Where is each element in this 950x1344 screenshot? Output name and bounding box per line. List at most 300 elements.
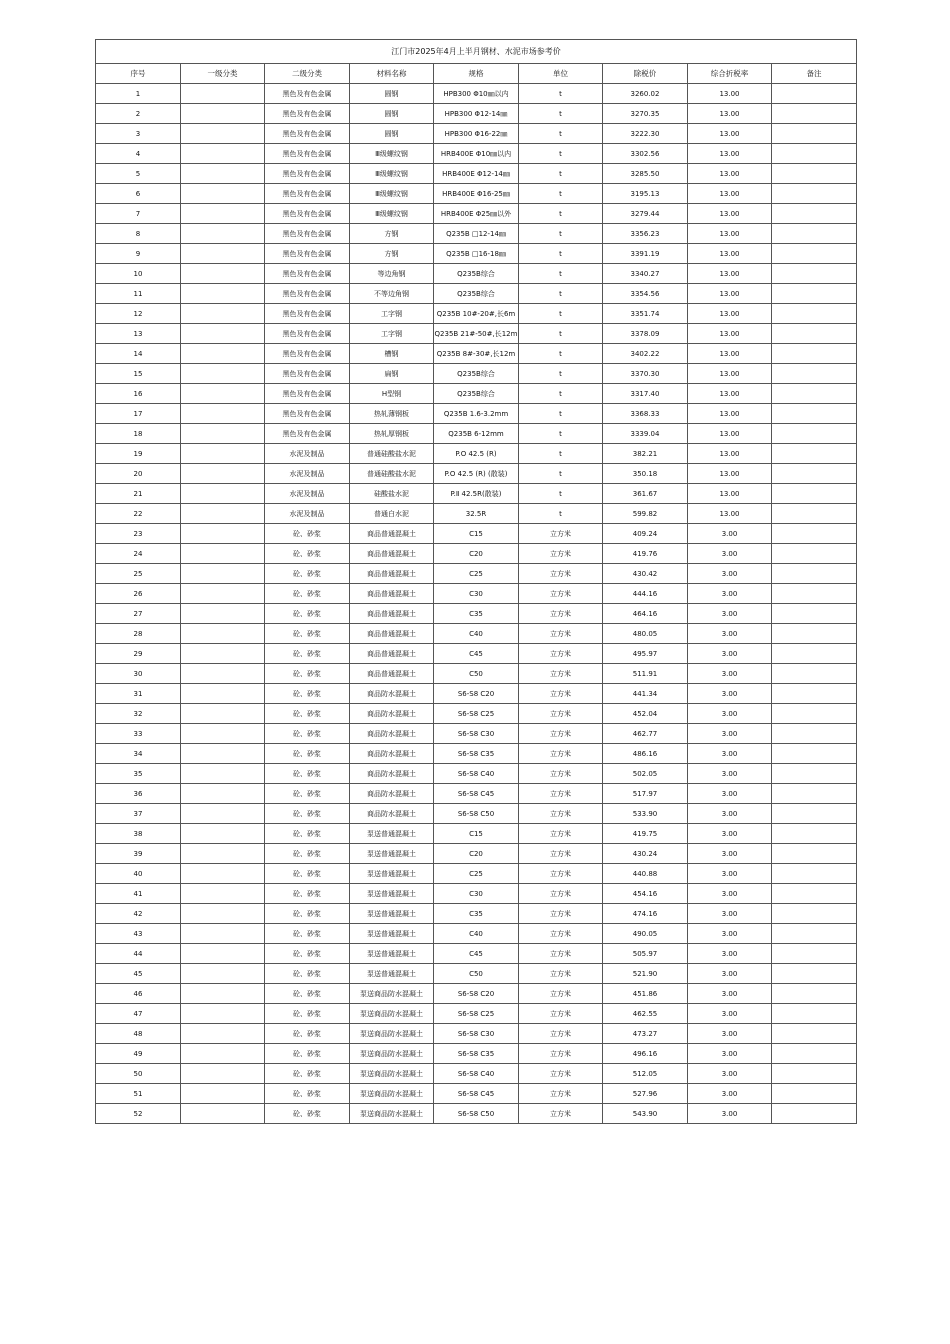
row-number-cell: 36 (96, 784, 181, 804)
unit-cell: 立方米 (519, 924, 603, 944)
remarks-cell (772, 884, 857, 904)
row-number-cell: 25 (96, 564, 181, 584)
category-2-cell: 黑色及有色金属 (265, 104, 350, 124)
category-1-cell (181, 124, 265, 144)
remarks-cell (772, 284, 857, 304)
category-2-cell: 黑色及有色金属 (265, 224, 350, 244)
price-ex-tax-cell: 3368.33 (603, 404, 688, 424)
category-2-cell: 砼、砂浆 (265, 724, 350, 744)
price-ex-tax-cell: 502.05 (603, 764, 688, 784)
tax-rate-cell: 13.00 (688, 364, 772, 384)
specification-cell: C30 (434, 884, 519, 904)
category-1-cell (181, 1104, 265, 1124)
category-2-cell: 砼、砂浆 (265, 744, 350, 764)
tax-rate-cell: 3.00 (688, 684, 772, 704)
sheet-title: 江门市2025年4月上半月钢材、水泥市场参考价 (96, 40, 857, 64)
category-1-cell (181, 1004, 265, 1024)
unit-cell: t (519, 404, 603, 424)
row-number-cell: 20 (96, 464, 181, 484)
material-name-cell: 商品普通混凝土 (350, 604, 434, 624)
row-number-cell: 18 (96, 424, 181, 444)
remarks-cell (772, 564, 857, 584)
material-name-cell: 槽钢 (350, 344, 434, 364)
price-ex-tax-cell: 3279.44 (603, 204, 688, 224)
category-2-cell: 黑色及有色金属 (265, 244, 350, 264)
row-number-cell: 28 (96, 624, 181, 644)
tax-rate-cell: 13.00 (688, 424, 772, 444)
category-1-cell (181, 604, 265, 624)
category-2-cell: 砼、砂浆 (265, 884, 350, 904)
remarks-cell (772, 344, 857, 364)
remarks-cell (772, 664, 857, 684)
unit-cell: t (519, 124, 603, 144)
header-cell: 规格 (434, 64, 519, 84)
material-name-cell: Ⅲ级螺纹钢 (350, 144, 434, 164)
row-number-cell: 24 (96, 544, 181, 564)
remarks-cell (772, 104, 857, 124)
price-ex-tax-cell: 3378.09 (603, 324, 688, 344)
table-row (96, 104, 857, 124)
category-2-cell: 黑色及有色金属 (265, 304, 350, 324)
specification-cell: S6-S8 C40 (434, 764, 519, 784)
material-name-cell: Ⅲ级螺纹钢 (350, 164, 434, 184)
category-2-cell: 砼、砂浆 (265, 924, 350, 944)
material-name-cell: 工字钢 (350, 324, 434, 344)
tax-rate-cell: 3.00 (688, 524, 772, 544)
specification-cell: Q235B 21#-50#,长12m (434, 324, 519, 344)
tax-rate-cell: 3.00 (688, 1104, 772, 1124)
category-2-cell: 砼、砂浆 (265, 544, 350, 564)
row-number-cell: 48 (96, 1024, 181, 1044)
unit-cell: 立方米 (519, 744, 603, 764)
specification-cell: C15 (434, 524, 519, 544)
specification-cell: P.O 42.5 (R) (散装) (434, 464, 519, 484)
material-name-cell: 泵送商品防水混凝土 (350, 1024, 434, 1044)
remarks-cell (772, 544, 857, 564)
table-row (96, 964, 857, 984)
material-name-cell: 商品防水混凝土 (350, 804, 434, 824)
price-ex-tax-cell: 512.05 (603, 1064, 688, 1084)
price-ex-tax-cell: 3370.30 (603, 364, 688, 384)
unit-cell: 立方米 (519, 944, 603, 964)
tax-rate-cell: 3.00 (688, 704, 772, 724)
unit-cell: t (519, 304, 603, 324)
row-number-cell: 9 (96, 244, 181, 264)
table-row (96, 384, 857, 404)
category-2-cell: 砼、砂浆 (265, 804, 350, 824)
header-row (96, 64, 857, 84)
unit-cell: t (519, 464, 603, 484)
material-name-cell: 扁钢 (350, 364, 434, 384)
remarks-cell (772, 424, 857, 444)
price-ex-tax-cell: 599.82 (603, 504, 688, 524)
remarks-cell (772, 864, 857, 884)
price-ex-tax-cell: 543.90 (603, 1104, 688, 1124)
unit-cell: 立方米 (519, 1104, 603, 1124)
table-row (96, 544, 857, 564)
specification-cell: S6-S8 C30 (434, 724, 519, 744)
category-2-cell: 砼、砂浆 (265, 824, 350, 844)
unit-cell: t (519, 484, 603, 504)
specification-cell: Q235B综合 (434, 264, 519, 284)
material-name-cell: 商品普通混凝土 (350, 644, 434, 664)
category-2-cell: 砼、砂浆 (265, 944, 350, 964)
unit-cell: 立方米 (519, 984, 603, 1004)
remarks-cell (772, 924, 857, 944)
material-name-cell: Ⅲ级螺纹钢 (350, 204, 434, 224)
table-row (96, 244, 857, 264)
specification-cell: S6-S8 C40 (434, 1064, 519, 1084)
row-number-cell: 14 (96, 344, 181, 364)
category-2-cell: 砼、砂浆 (265, 784, 350, 804)
unit-cell: t (519, 244, 603, 264)
table-row (96, 1084, 857, 1104)
tax-rate-cell: 13.00 (688, 504, 772, 524)
specification-cell: C30 (434, 584, 519, 604)
category-2-cell: 砼、砂浆 (265, 644, 350, 664)
material-name-cell: 泵送普通混凝土 (350, 824, 434, 844)
price-ex-tax-cell: 473.27 (603, 1024, 688, 1044)
specification-cell: S6-S8 C50 (434, 1104, 519, 1124)
table-row (96, 1024, 857, 1044)
tax-rate-cell: 3.00 (688, 984, 772, 1004)
tax-rate-cell: 3.00 (688, 544, 772, 564)
header-cell: 备注 (772, 64, 857, 84)
remarks-cell (772, 984, 857, 1004)
material-name-cell: 等边角钢 (350, 264, 434, 284)
price-ex-tax-cell: 430.24 (603, 844, 688, 864)
table-row (96, 584, 857, 604)
category-2-cell: 砼、砂浆 (265, 564, 350, 584)
category-1-cell (181, 144, 265, 164)
category-1-cell (181, 1064, 265, 1084)
price-ex-tax-cell: 3195.13 (603, 184, 688, 204)
remarks-cell (772, 84, 857, 104)
category-1-cell (181, 404, 265, 424)
table-row (96, 164, 857, 184)
category-1-cell (181, 1044, 265, 1064)
unit-cell: 立方米 (519, 824, 603, 844)
tax-rate-cell: 3.00 (688, 784, 772, 804)
specification-cell: S6-S8 C35 (434, 744, 519, 764)
remarks-cell (772, 504, 857, 524)
price-ex-tax-cell: 517.97 (603, 784, 688, 804)
remarks-cell (772, 724, 857, 744)
price-ex-tax-cell: 419.76 (603, 544, 688, 564)
unit-cell: 立方米 (519, 644, 603, 664)
price-ex-tax-cell: 3270.35 (603, 104, 688, 124)
price-ex-tax-cell: 440.88 (603, 864, 688, 884)
category-1-cell (181, 244, 265, 264)
unit-cell: 立方米 (519, 804, 603, 824)
category-2-cell: 水泥及制品 (265, 504, 350, 524)
tax-rate-cell: 3.00 (688, 884, 772, 904)
category-1-cell (181, 464, 265, 484)
row-number-cell: 17 (96, 404, 181, 424)
table-row (96, 444, 857, 464)
material-name-cell: 泵送商品防水混凝土 (350, 1004, 434, 1024)
unit-cell: 立方米 (519, 764, 603, 784)
remarks-cell (772, 204, 857, 224)
row-number-cell: 16 (96, 384, 181, 404)
material-name-cell: 不等边角钢 (350, 284, 434, 304)
table-row (96, 324, 857, 344)
category-2-cell: 砼、砂浆 (265, 1044, 350, 1064)
row-number-cell: 2 (96, 104, 181, 124)
category-2-cell: 黑色及有色金属 (265, 324, 350, 344)
remarks-cell (772, 224, 857, 244)
category-2-cell: 黑色及有色金属 (265, 204, 350, 224)
remarks-cell (772, 824, 857, 844)
table-row (96, 804, 857, 824)
table-row (96, 1064, 857, 1084)
category-2-cell: 砼、砂浆 (265, 964, 350, 984)
row-number-cell: 4 (96, 144, 181, 164)
category-1-cell (181, 844, 265, 864)
tax-rate-cell: 13.00 (688, 244, 772, 264)
price-ex-tax-cell: 454.16 (603, 884, 688, 904)
category-1-cell (181, 1084, 265, 1104)
material-name-cell: 泵送商品防水混凝土 (350, 1064, 434, 1084)
category-1-cell (181, 304, 265, 324)
tax-rate-cell: 3.00 (688, 944, 772, 964)
category-1-cell (181, 864, 265, 884)
price-ex-tax-cell: 3222.30 (603, 124, 688, 144)
price-ex-tax-cell: 462.55 (603, 1004, 688, 1024)
material-name-cell: 方钢 (350, 244, 434, 264)
specification-cell: Q235B 1.6-3.2mm (434, 404, 519, 424)
price-ex-tax-cell: 441.34 (603, 684, 688, 704)
row-number-cell: 49 (96, 1044, 181, 1064)
header-cell: 序号 (96, 64, 181, 84)
category-2-cell: 砼、砂浆 (265, 1104, 350, 1124)
unit-cell: 立方米 (519, 844, 603, 864)
unit-cell: 立方米 (519, 724, 603, 744)
category-2-cell: 砼、砂浆 (265, 844, 350, 864)
header-cell: 单位 (519, 64, 603, 84)
tax-rate-cell: 13.00 (688, 184, 772, 204)
material-name-cell: 圆钢 (350, 104, 434, 124)
category-1-cell (181, 764, 265, 784)
specification-cell: HPB300 Φ16-22㎜ (434, 124, 519, 144)
specification-cell: S6-S8 C25 (434, 1004, 519, 1024)
category-1-cell (181, 744, 265, 764)
price-ex-tax-cell: 464.16 (603, 604, 688, 624)
remarks-cell (772, 1084, 857, 1104)
category-2-cell: 砼、砂浆 (265, 1084, 350, 1104)
price-ex-tax-cell: 3351.74 (603, 304, 688, 324)
material-name-cell: 泵送普通混凝土 (350, 844, 434, 864)
table-row (96, 904, 857, 924)
remarks-cell (772, 244, 857, 264)
price-ex-tax-cell: 521.90 (603, 964, 688, 984)
specification-cell: S6-S8 C45 (434, 1084, 519, 1104)
row-number-cell: 46 (96, 984, 181, 1004)
unit-cell: 立方米 (519, 1084, 603, 1104)
category-1-cell (181, 264, 265, 284)
material-name-cell: 泵送商品防水混凝土 (350, 1084, 434, 1104)
material-name-cell: 商品普通混凝土 (350, 584, 434, 604)
category-1-cell (181, 944, 265, 964)
category-1-cell (181, 904, 265, 924)
unit-cell: t (519, 424, 603, 444)
remarks-cell (772, 1004, 857, 1024)
row-number-cell: 27 (96, 604, 181, 624)
category-2-cell: 砼、砂浆 (265, 984, 350, 1004)
price-ex-tax-cell: 3340.27 (603, 264, 688, 284)
row-number-cell: 22 (96, 504, 181, 524)
category-2-cell: 黑色及有色金属 (265, 124, 350, 144)
remarks-cell (772, 1104, 857, 1124)
price-ex-tax-cell: 3302.56 (603, 144, 688, 164)
remarks-cell (772, 764, 857, 784)
row-number-cell: 26 (96, 584, 181, 604)
row-number-cell: 37 (96, 804, 181, 824)
remarks-cell (772, 324, 857, 344)
remarks-cell (772, 804, 857, 824)
unit-cell: 立方米 (519, 624, 603, 644)
material-name-cell: 商品防水混凝土 (350, 724, 434, 744)
material-name-cell: 商品防水混凝土 (350, 764, 434, 784)
category-1-cell (181, 704, 265, 724)
category-2-cell: 砼、砂浆 (265, 1064, 350, 1084)
remarks-cell (772, 604, 857, 624)
remarks-cell (772, 304, 857, 324)
category-1-cell (181, 164, 265, 184)
category-2-cell: 黑色及有色金属 (265, 84, 350, 104)
category-1-cell (181, 104, 265, 124)
table-row (96, 684, 857, 704)
category-2-cell: 水泥及制品 (265, 484, 350, 504)
table-row (96, 724, 857, 744)
tax-rate-cell: 13.00 (688, 204, 772, 224)
unit-cell: t (519, 204, 603, 224)
material-name-cell: 普通硅酸盐水泥 (350, 464, 434, 484)
category-1-cell (181, 364, 265, 384)
tax-rate-cell: 13.00 (688, 84, 772, 104)
table-row (96, 424, 857, 444)
tax-rate-cell: 13.00 (688, 144, 772, 164)
row-number-cell: 5 (96, 164, 181, 184)
category-2-cell: 黑色及有色金属 (265, 164, 350, 184)
tax-rate-cell: 3.00 (688, 644, 772, 664)
table-row (96, 604, 857, 624)
table-row (96, 844, 857, 864)
row-number-cell: 30 (96, 664, 181, 684)
material-name-cell: 硅酸盐水泥 (350, 484, 434, 504)
header-cell: 二级分类 (265, 64, 350, 84)
specification-cell: C40 (434, 624, 519, 644)
category-1-cell (181, 544, 265, 564)
price-ex-tax-cell: 3285.50 (603, 164, 688, 184)
price-ex-tax-cell: 490.05 (603, 924, 688, 944)
table-row (96, 144, 857, 164)
table-row (96, 1044, 857, 1064)
unit-cell: t (519, 104, 603, 124)
tax-rate-cell: 13.00 (688, 404, 772, 424)
material-name-cell: 普通硅酸盐水泥 (350, 444, 434, 464)
specification-cell: HRB400E Φ10㎜以内 (434, 144, 519, 164)
row-number-cell: 47 (96, 1004, 181, 1024)
category-2-cell: 砼、砂浆 (265, 664, 350, 684)
tax-rate-cell: 13.00 (688, 284, 772, 304)
category-1-cell (181, 1024, 265, 1044)
row-number-cell: 44 (96, 944, 181, 964)
row-number-cell: 6 (96, 184, 181, 204)
unit-cell: t (519, 324, 603, 344)
tax-rate-cell: 13.00 (688, 264, 772, 284)
price-ex-tax-cell: 3356.23 (603, 224, 688, 244)
specification-cell: S6-S8 C45 (434, 784, 519, 804)
material-name-cell: 商品防水混凝土 (350, 744, 434, 764)
unit-cell: t (519, 384, 603, 404)
table-row (96, 304, 857, 324)
tax-rate-cell: 3.00 (688, 1004, 772, 1024)
category-1-cell (181, 84, 265, 104)
tax-rate-cell: 3.00 (688, 824, 772, 844)
category-1-cell (181, 684, 265, 704)
specification-cell: C50 (434, 964, 519, 984)
price-ex-tax-cell: 511.91 (603, 664, 688, 684)
row-number-cell: 7 (96, 204, 181, 224)
price-ex-tax-cell: 419.75 (603, 824, 688, 844)
unit-cell: 立方米 (519, 704, 603, 724)
table-row (96, 564, 857, 584)
row-number-cell: 40 (96, 864, 181, 884)
specification-cell: C45 (434, 944, 519, 964)
category-2-cell: 砼、砂浆 (265, 904, 350, 924)
category-1-cell (181, 644, 265, 664)
unit-cell: 立方米 (519, 1044, 603, 1064)
specification-cell: Q235B □16-18㎜ (434, 244, 519, 264)
specification-cell: C45 (434, 644, 519, 664)
specification-cell: Q235B综合 (434, 284, 519, 304)
category-1-cell (181, 184, 265, 204)
category-2-cell: 黑色及有色金属 (265, 264, 350, 284)
category-2-cell: 黑色及有色金属 (265, 424, 350, 444)
category-2-cell: 水泥及制品 (265, 444, 350, 464)
row-number-cell: 12 (96, 304, 181, 324)
category-1-cell (181, 344, 265, 364)
category-1-cell (181, 484, 265, 504)
row-number-cell: 23 (96, 524, 181, 544)
row-number-cell: 52 (96, 1104, 181, 1124)
category-2-cell: 黑色及有色金属 (265, 404, 350, 424)
category-1-cell (181, 524, 265, 544)
table-row (96, 784, 857, 804)
category-1-cell (181, 784, 265, 804)
tax-rate-cell: 13.00 (688, 164, 772, 184)
table-row (96, 484, 857, 504)
category-1-cell (181, 564, 265, 584)
price-ex-tax-cell: 3339.04 (603, 424, 688, 444)
specification-cell: S6-S8 C20 (434, 984, 519, 1004)
price-ex-tax-cell: 462.77 (603, 724, 688, 744)
category-1-cell (181, 504, 265, 524)
specification-cell: S6-S8 C25 (434, 704, 519, 724)
header-cell: 除税价 (603, 64, 688, 84)
table-row (96, 124, 857, 144)
remarks-cell (772, 1024, 857, 1044)
category-1-cell (181, 204, 265, 224)
specification-cell: S6-S8 C50 (434, 804, 519, 824)
remarks-cell (772, 184, 857, 204)
price-ex-tax-cell: 486.16 (603, 744, 688, 764)
remarks-cell (772, 484, 857, 504)
category-2-cell: 黑色及有色金属 (265, 184, 350, 204)
unit-cell: t (519, 264, 603, 284)
category-1-cell (181, 664, 265, 684)
